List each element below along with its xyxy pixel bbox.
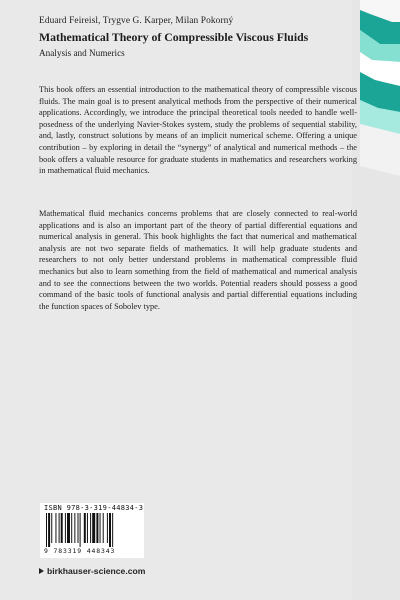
barcode-bar [46,513,47,547]
barcode-bar [61,513,63,543]
book-title: Mathematical Theory of Compressible Viscous Fluids [39,30,309,44]
barcode-bar [80,513,81,547]
barcode-bar [90,513,91,543]
barcode-bar [112,513,113,547]
author-names: Eduard Feireisl, Trygve G. Karper, Milan Pokorný [39,16,234,26]
barcode-panel [40,503,144,558]
website-label: birkhauser-science.com [47,566,146,576]
description-paragraph: This book offers an essential introduction to the mathematical theory of compressible viscous fluids. The main goal is to present analytical methods from the perspective of their numerical applications. Accordingly, we introduce the principal theoretical tools needed to handle well-posedness of the underlying Navier-Stokes system, study the problems of sequential stability, and, lastly, construct solutions by means of an implicit numerical scheme. Offering a unique contribution – by exploring in detail the “synergy” of analytical and numerical methods – the book offers a valuable resource for graduate students in mathematics and researchers working in mathematical fluid mechanics. [39,85,357,176]
barcode-number: 9 783319 448343 [44,547,116,555]
barcode-bar [51,513,52,543]
barcode-bar [100,513,101,543]
barcode-image [46,513,138,547]
barcode-bar [55,513,56,543]
barcode-bar [107,513,108,543]
barcode-bar [78,513,79,543]
barcode-bar [74,513,75,543]
barcode-bar [92,513,95,543]
barcode-bar [103,513,104,543]
barcode-bar [87,513,88,543]
barcode-bar [65,513,66,543]
publisher-website[interactable] [39,566,145,576]
barcode-bar [109,513,111,547]
barcode-bar [84,513,86,543]
isbn-label: ISBN 978-3-319-44834-3 [44,504,144,512]
barcode-bar [59,513,60,543]
description-paragraph: Mathematical fluid mechanics concerns problems that are closely connected to real-world applications and is also an important part of the theory of partial differential equations and numerical analysis in general. This book highlights the fact that numerical and mathematical analysis are not two separate fields of mathematics. It will help graduate students and researchers to not only better understand problems in mathematical compressible fluid mechanics but also to learn something from the field of mathematical and numerical analysis and to see the connections between the two worlds. Potential readers should possess a good command of the basic tools of functional analysis and partial differential equations including the function spaces of Sobolev type. [39,209,357,311]
barcode-bar [67,513,70,543]
barcode-bar [48,513,50,547]
barcode-bar [71,513,72,543]
barcode-bar [96,513,98,543]
arrow-right-icon [39,568,44,574]
book-subtitle: Analysis and Numerics [39,48,125,58]
